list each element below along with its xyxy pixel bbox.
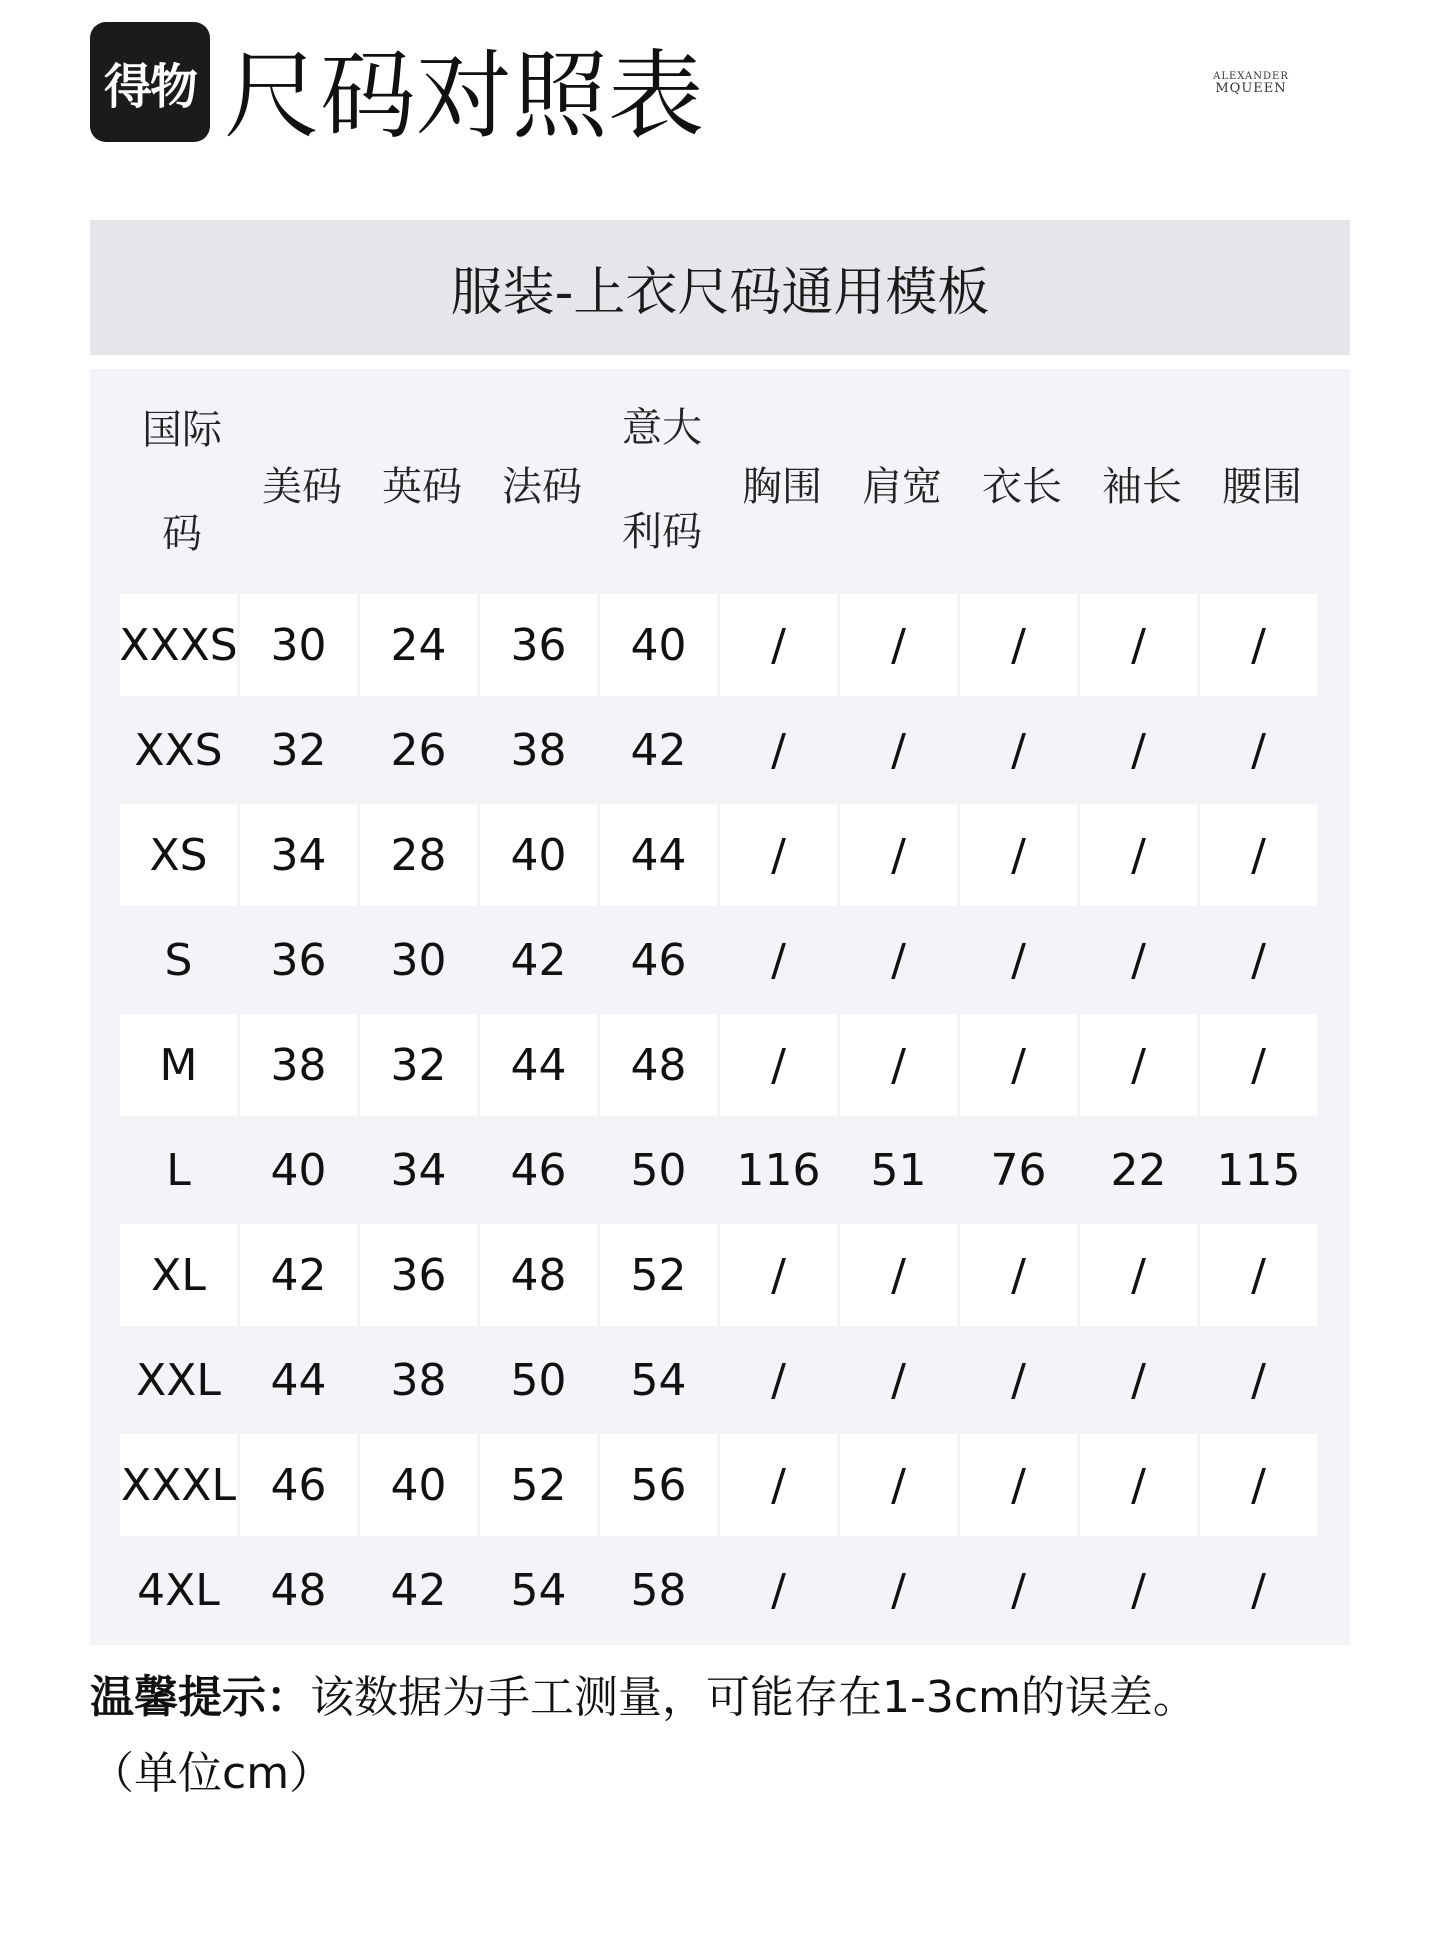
table-cell — [960, 1329, 1077, 1431]
cell-value: 36 — [270, 934, 327, 986]
cell-value: 51 — [870, 1144, 927, 1196]
table-cell — [600, 1014, 717, 1116]
cell-value: 42 — [270, 1249, 327, 1301]
table-cell — [960, 1014, 1077, 1116]
cell-value: / — [891, 934, 906, 986]
cell-value: / — [891, 1249, 906, 1301]
table-cell — [240, 1224, 357, 1326]
table-cell — [1080, 909, 1197, 1011]
cell-value: / — [1131, 1249, 1146, 1301]
table-cell — [240, 699, 357, 801]
cell-value: 58 — [630, 1564, 687, 1616]
cell-value: / — [1251, 724, 1266, 776]
cell-value: / — [1011, 1039, 1026, 1091]
table-cell — [960, 1224, 1077, 1326]
cell-value: / — [771, 1249, 786, 1301]
table-cell — [1200, 909, 1317, 1011]
table-cell — [600, 594, 717, 696]
cell-value: 44 — [270, 1354, 327, 1406]
cell-value: / — [1131, 1459, 1146, 1511]
cell-value: / — [1011, 1459, 1026, 1511]
cell-value: 46 — [630, 934, 687, 986]
table-cell — [240, 1329, 357, 1431]
cell-value: 36 — [510, 619, 567, 671]
size-label-cell — [120, 1329, 237, 1431]
cell-value: / — [771, 1459, 786, 1511]
table-cell — [1080, 1119, 1197, 1221]
cell-value: 42 — [510, 934, 567, 986]
cell-value: / — [1011, 1564, 1026, 1616]
table-cell — [840, 1119, 957, 1221]
table-cell — [360, 1014, 477, 1116]
cell-value: 40 — [630, 619, 687, 671]
cell-value: 22 — [1110, 1144, 1167, 1196]
cell-value: / — [1131, 1354, 1146, 1406]
cell-value: / — [891, 1459, 906, 1511]
size-label-cell — [120, 909, 237, 1011]
brand-logo — [1206, 72, 1296, 95]
cell-value: M — [159, 1039, 198, 1091]
cell-value: 38 — [510, 724, 567, 776]
subtitle-text: 服装-上衣尺码通用模板 — [450, 263, 990, 323]
table-cell — [720, 1434, 837, 1536]
table-cell — [1200, 1014, 1317, 1116]
column-header — [842, 455, 962, 512]
cell-value: / — [1251, 1249, 1266, 1301]
cell-value: 48 — [630, 1039, 687, 1091]
cell-value: 48 — [270, 1564, 327, 1616]
cell-value: 115 — [1216, 1144, 1301, 1196]
cell-value: XXXS — [119, 619, 238, 671]
size-label-cell — [120, 1119, 237, 1221]
table-cell — [960, 1119, 1077, 1221]
table-cell — [1200, 1224, 1317, 1326]
table-cell — [1080, 1329, 1197, 1431]
tip-text: 该数据为手工测量，可能存在1-3cm的误差。 — [310, 1672, 1197, 1723]
table-cell — [480, 1539, 597, 1641]
cell-value: 36 — [390, 1249, 447, 1301]
cell-value: / — [1251, 1459, 1266, 1511]
cell-value: 32 — [270, 724, 327, 776]
cell-value: / — [891, 619, 906, 671]
table-cell — [480, 594, 597, 696]
cell-value: / — [771, 829, 786, 881]
table-cell — [840, 1329, 957, 1431]
cell-value: 42 — [630, 724, 687, 776]
column-header — [362, 455, 482, 512]
cell-value: / — [1131, 619, 1146, 671]
table-cell — [720, 1329, 837, 1431]
table-cell — [720, 1014, 837, 1116]
cell-value: 40 — [390, 1459, 447, 1511]
table-cell — [840, 1014, 957, 1116]
cell-value: / — [1251, 934, 1266, 986]
cell-value: 48 — [510, 1249, 567, 1301]
cell-value: 50 — [510, 1354, 567, 1406]
cell-value: / — [771, 1039, 786, 1091]
cell-value: 76 — [990, 1144, 1047, 1196]
cell-value: 38 — [270, 1039, 327, 1091]
cell-value: 52 — [630, 1249, 687, 1301]
table-cell — [960, 699, 1077, 801]
table-cell — [1080, 594, 1197, 696]
column-header — [962, 455, 1082, 512]
table-cell — [1080, 1539, 1197, 1641]
table-cell — [240, 1434, 357, 1536]
table-cell — [840, 594, 957, 696]
table-cell — [360, 699, 477, 801]
logo-text: 得物 — [103, 58, 196, 115]
cell-value: / — [1131, 1564, 1146, 1616]
table-cell — [1080, 804, 1197, 906]
table-cell — [360, 804, 477, 906]
cell-value: 116 — [736, 1144, 821, 1196]
table-cell — [240, 1539, 357, 1641]
table-cell — [360, 1539, 477, 1641]
size-label-cell — [120, 804, 237, 906]
cell-value: S — [164, 934, 193, 986]
cell-value: 38 — [390, 1354, 447, 1406]
column-header-label: 肩宽 — [862, 464, 942, 510]
cell-value: / — [771, 1564, 786, 1616]
cell-value: / — [771, 724, 786, 776]
cell-value: 56 — [630, 1459, 687, 1511]
cell-value: 50 — [630, 1144, 687, 1196]
table-cell — [600, 1119, 717, 1221]
table-cell — [480, 699, 597, 801]
table-cell — [600, 1539, 717, 1641]
cell-value: 26 — [390, 724, 447, 776]
table-cell — [840, 699, 957, 801]
cell-value: 30 — [390, 934, 447, 986]
table-cell — [1200, 699, 1317, 801]
cell-value: / — [891, 1564, 906, 1616]
column-header-line: 意大 — [622, 405, 702, 451]
table-cell — [1200, 804, 1317, 906]
cell-value: XL — [151, 1249, 206, 1301]
column-header-line: 国际 — [142, 407, 222, 453]
table-cell — [960, 594, 1077, 696]
cell-value: / — [1131, 829, 1146, 881]
cell-value: / — [1131, 724, 1146, 776]
table-cell — [840, 804, 957, 906]
table-cell — [600, 1224, 717, 1326]
table-cell — [360, 1119, 477, 1221]
table-cell — [600, 909, 717, 1011]
table-cell — [480, 1329, 597, 1431]
cell-value: / — [771, 934, 786, 986]
table-cell — [840, 1539, 957, 1641]
column-header-line: 码 — [162, 511, 202, 557]
table-cell — [600, 1434, 717, 1536]
cell-value: / — [1251, 1354, 1266, 1406]
column-header — [242, 455, 362, 512]
cell-value: 52 — [510, 1459, 567, 1511]
table-cell — [480, 1224, 597, 1326]
cell-value: 46 — [510, 1144, 567, 1196]
cell-value: / — [891, 1354, 906, 1406]
column-header-label: 衣长 — [982, 464, 1062, 510]
table-cell — [720, 1119, 837, 1221]
cell-value: XXL — [136, 1354, 221, 1406]
cell-value: 40 — [270, 1144, 327, 1196]
table-cell — [480, 909, 597, 1011]
dewu-logo — [90, 22, 210, 142]
cell-value: / — [1011, 1249, 1026, 1301]
cell-value: / — [771, 619, 786, 671]
cell-value: 24 — [390, 619, 447, 671]
column-header — [1082, 455, 1202, 512]
cell-value: / — [1011, 1354, 1026, 1406]
cell-value: 44 — [630, 829, 687, 881]
cell-value: L — [166, 1144, 191, 1196]
table-cell — [840, 909, 957, 1011]
tip-label: 温馨提示： — [90, 1672, 310, 1723]
cell-value: / — [1251, 619, 1266, 671]
table-cell — [480, 1014, 597, 1116]
cell-value: XXXL — [121, 1459, 236, 1511]
table-cell — [600, 699, 717, 801]
cell-value: 34 — [390, 1144, 447, 1196]
table-cell — [240, 1014, 357, 1116]
column-header — [482, 455, 602, 512]
size-label-cell — [120, 699, 237, 801]
unit-text: （单位cm） — [90, 1748, 334, 1799]
table-cell — [360, 909, 477, 1011]
table-cell — [240, 804, 357, 906]
table-cell — [960, 1434, 1077, 1536]
cell-value: 30 — [270, 619, 327, 671]
table-cell — [840, 1434, 957, 1536]
cell-value: / — [771, 1354, 786, 1406]
brand-line-1: ALEXANDER — [1213, 71, 1289, 82]
cell-value: / — [1251, 1564, 1266, 1616]
cell-value: 28 — [390, 829, 447, 881]
table-cell — [480, 804, 597, 906]
cell-value: 40 — [510, 829, 567, 881]
cell-value: / — [1131, 1039, 1146, 1091]
table-cell — [720, 699, 837, 801]
table-cell — [720, 594, 837, 696]
cell-value: / — [891, 1039, 906, 1091]
table-cell — [360, 1434, 477, 1536]
table-cell — [240, 594, 357, 696]
table-cell — [1200, 1329, 1317, 1431]
table-cell — [960, 1539, 1077, 1641]
cell-value: 44 — [510, 1039, 567, 1091]
table-cell — [1200, 1539, 1317, 1641]
size-label-cell — [120, 594, 237, 696]
table-cell — [960, 804, 1077, 906]
cell-value: / — [891, 724, 906, 776]
column-header-label: 胸围 — [742, 464, 822, 510]
cell-value: / — [1251, 829, 1266, 881]
column-header-label: 英码 — [382, 464, 462, 510]
cell-value: / — [1131, 934, 1146, 986]
table-cell — [480, 1119, 597, 1221]
table-cell — [360, 1224, 477, 1326]
table-cell — [360, 594, 477, 696]
column-header-label: 腰围 — [1222, 464, 1302, 510]
table-cell — [840, 1224, 957, 1326]
cell-value: / — [891, 829, 906, 881]
cell-value: / — [1011, 619, 1026, 671]
brand-line-2: MQUEEN — [1215, 81, 1287, 96]
table-cell — [1080, 1434, 1197, 1536]
table-cell — [600, 1329, 717, 1431]
cell-value: 54 — [510, 1564, 567, 1616]
size-label-cell — [120, 1434, 237, 1536]
size-label-cell — [120, 1224, 237, 1326]
cell-value: XS — [149, 829, 208, 881]
column-header — [1202, 455, 1322, 512]
cell-value: 34 — [270, 829, 327, 881]
cell-value: / — [1011, 724, 1026, 776]
cell-value: XXS — [134, 724, 223, 776]
column-header-label: 袖长 — [1102, 464, 1182, 510]
tip-note — [90, 1660, 1390, 1812]
cell-value: 54 — [630, 1354, 687, 1406]
column-header-line: 利码 — [622, 509, 702, 555]
table-cell — [600, 804, 717, 906]
table-subtitle — [90, 220, 1350, 355]
column-header — [722, 455, 842, 512]
page-title: 尺码对照表 — [224, 40, 704, 152]
table-cell — [1200, 1119, 1317, 1221]
table-cell — [720, 1224, 837, 1326]
table-cell — [240, 909, 357, 1011]
table-cell — [480, 1434, 597, 1536]
column-header — [602, 402, 722, 558]
cell-value: 4XL — [137, 1564, 220, 1616]
cell-value: / — [1011, 934, 1026, 986]
table-cell — [1200, 1434, 1317, 1536]
table-cell — [1080, 1224, 1197, 1326]
table-cell — [720, 909, 837, 1011]
column-header — [122, 404, 242, 560]
column-header-label: 美码 — [262, 464, 342, 510]
table-cell — [240, 1119, 357, 1221]
table-cell — [1080, 699, 1197, 801]
table-cell — [720, 1539, 837, 1641]
table-cell — [720, 804, 837, 906]
cell-value: 46 — [270, 1459, 327, 1511]
cell-value: 32 — [390, 1039, 447, 1091]
table-cell — [960, 909, 1077, 1011]
cell-value: / — [1011, 829, 1026, 881]
table-cell — [360, 1329, 477, 1431]
cell-value: 42 — [390, 1564, 447, 1616]
table-cell — [1200, 594, 1317, 696]
table-cell — [1080, 1014, 1197, 1116]
size-label-cell — [120, 1539, 237, 1641]
column-header-label: 法码 — [502, 464, 582, 510]
size-label-cell — [120, 1014, 237, 1116]
cell-value: / — [1251, 1039, 1266, 1091]
